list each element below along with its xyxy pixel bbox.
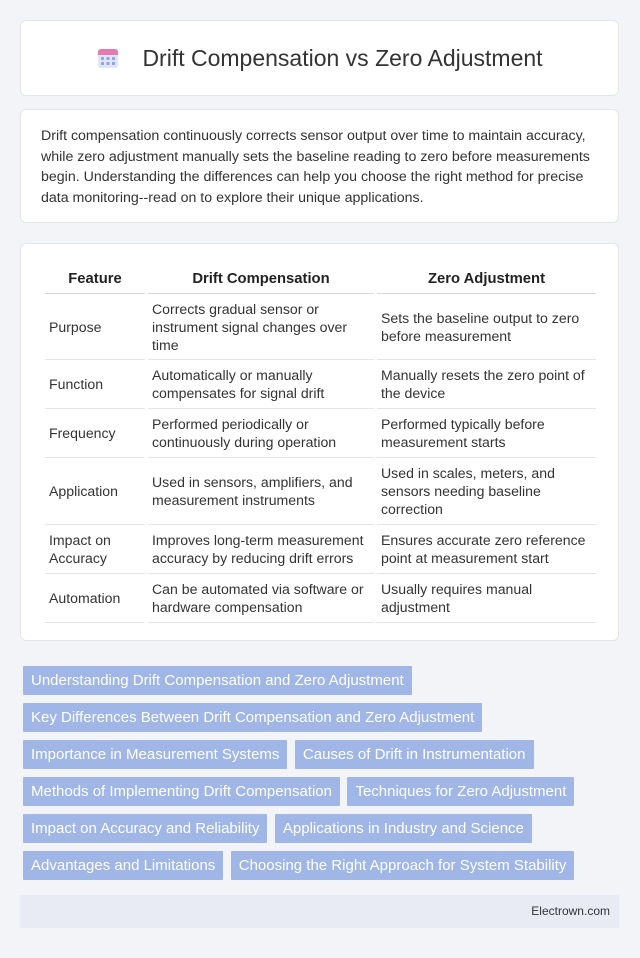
table-cell: Application: [45, 458, 145, 525]
table-cell: Frequency: [45, 409, 145, 458]
tag-link[interactable]: Techniques for Zero Adjustment: [347, 777, 574, 806]
table-cell: Performed periodically or continuously during operation: [148, 409, 374, 458]
table-cell: Used in scales, meters, and sensors needing baseline correction: [377, 458, 596, 525]
page-title: Drift Compensation vs Zero Adjustment: [142, 44, 543, 71]
intro-card: [20, 109, 619, 223]
table-row: [45, 458, 596, 525]
table-cell: Function: [45, 360, 145, 409]
calendar-icon: [96, 46, 120, 70]
table-row: [45, 525, 596, 574]
tag-link[interactable]: Key Differences Between Drift Compensation and Zero Adjustment: [23, 703, 482, 732]
table-cell: Performed typically before measurement starts: [377, 409, 596, 458]
tag-link[interactable]: Importance in Measurement Systems: [23, 740, 287, 769]
table-cell: Automation: [45, 574, 145, 623]
tag-link[interactable]: Applications in Industry and Science: [275, 814, 532, 843]
table-cell: Used in sensors, amplifiers, and measurement instruments: [148, 458, 374, 525]
header-feature: Feature: [45, 264, 145, 294]
title-card: [20, 20, 619, 96]
table-header-row: [45, 264, 596, 294]
table-cell: Purpose: [45, 294, 145, 360]
table-row: [45, 294, 596, 360]
comparison-table: [42, 264, 599, 623]
table-cell: Impact on Accuracy: [45, 525, 145, 574]
topic-tags: [23, 666, 623, 888]
table-row: [45, 360, 596, 409]
tag-link[interactable]: Causes of Drift in Instrumentation: [295, 740, 534, 769]
table-row: [45, 409, 596, 458]
comparison-card: [20, 243, 619, 641]
tag-link[interactable]: Methods of Implementing Drift Compensation: [23, 777, 340, 806]
table-cell: Manually resets the zero point of the device: [377, 360, 596, 409]
footer: [20, 895, 619, 928]
table-cell: Ensures accurate zero reference point at measurement start: [377, 525, 596, 574]
tag-link[interactable]: Choosing the Right Approach for System Stability: [231, 851, 575, 880]
table-cell: Can be automated via software or hardware compensation: [148, 574, 374, 623]
header-drift-compensation: Drift Compensation: [148, 264, 374, 294]
footer-site-name[interactable]: Electrown.com: [531, 904, 610, 918]
tag-link[interactable]: Impact on Accuracy and Reliability: [23, 814, 267, 843]
table-cell: Corrects gradual sensor or instrument signal changes over time: [148, 294, 374, 360]
tag-link[interactable]: Understanding Drift Compensation and Zero Adjustment: [23, 666, 412, 695]
table-cell: Improves long-term measurement accuracy by reducing drift errors: [148, 525, 374, 574]
intro-text: Drift compensation continuously corrects sensor output over time to maintain accuracy, while zero adjustment manually sets the baseline reading to zero before measurements begin. Understanding the differences can help you choose the right method for precise data monitoring--read on to explore their unique applications.: [41, 128, 590, 206]
table-cell: Sets the baseline output to zero before measurement: [377, 294, 596, 360]
header-zero-adjustment: Zero Adjustment: [377, 264, 596, 294]
table-cell: Usually requires manual adjustment: [377, 574, 596, 623]
tag-link[interactable]: Advantages and Limitations: [23, 851, 223, 880]
table-row: [45, 574, 596, 623]
table-cell: Automatically or manually compensates for signal drift: [148, 360, 374, 409]
